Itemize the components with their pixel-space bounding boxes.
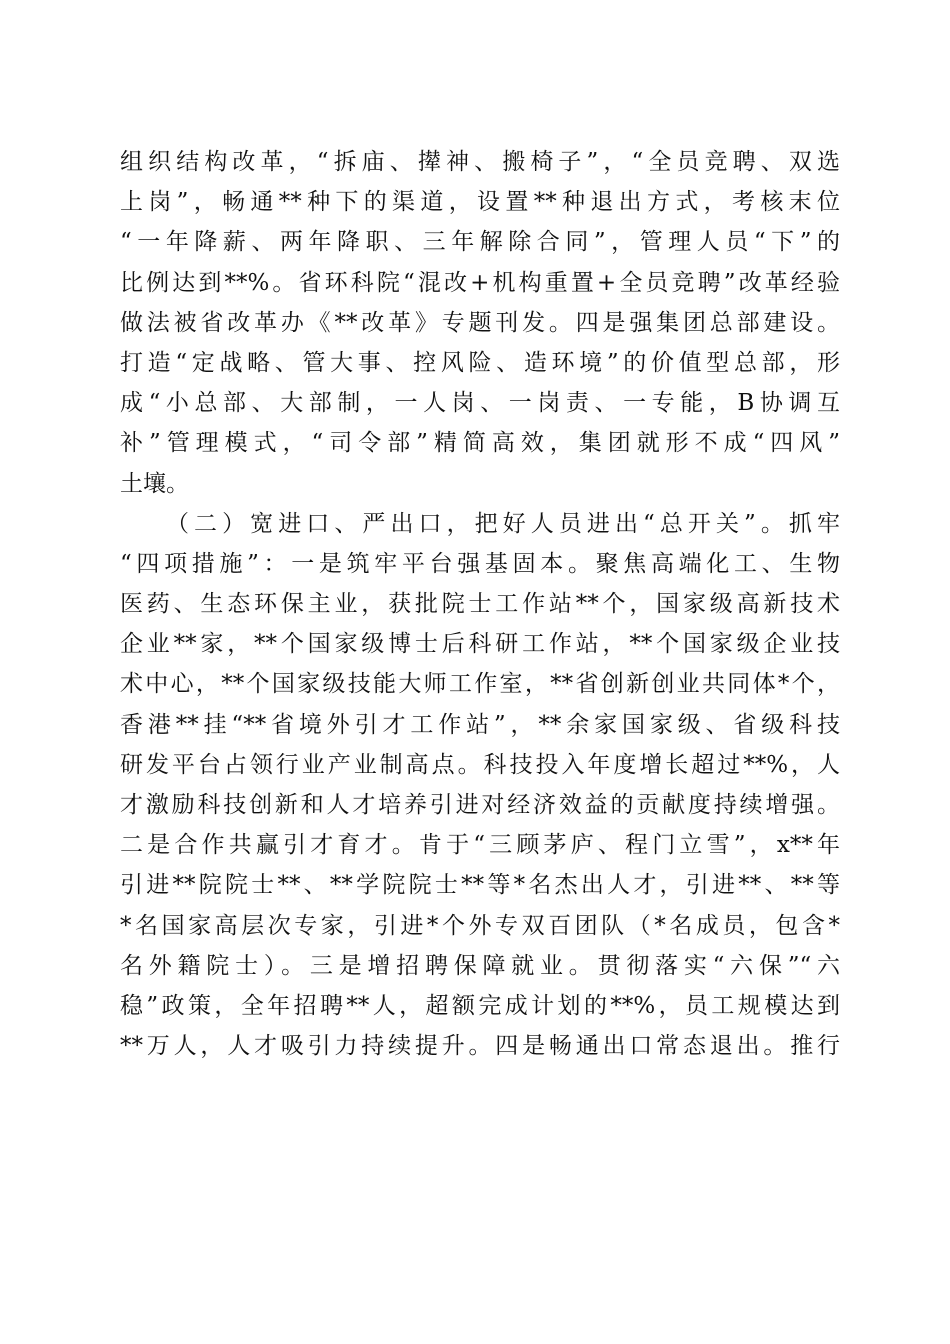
text-line: 组织结构改革，“拆庙、撵神、搬椅子”，“全员竞聘、双选 <box>120 149 840 175</box>
text-line: 香港**挂“**省境外引才工作站”，**余家国家级、省级科技 <box>120 711 840 738</box>
text-line: 稳”政策，全年招聘**人，超额完成计划的**%，员工规模达到 <box>120 992 840 1019</box>
text-line: 研发平台占领行业产业制高点。科技投入年度增长超过**%，人 <box>120 751 840 778</box>
text-line: 引进**院院士**、**学院院士**等*名杰出人才，引进**、**等 <box>120 872 840 899</box>
text-line: 企业**家，**个国家级博士后科研工作站，**个国家级企业技 <box>120 631 840 658</box>
text-line: *名国家高层次专家，引进*个外专双百团队（*名成员，包含* <box>120 912 840 939</box>
text-line: 成“小总部、大部制，一人岗、一岗责、一专能，B协调互 <box>120 390 840 417</box>
text-line: 上岗”，畅通**种下的渠道，设置**种退出方式，考核末位 <box>120 189 840 216</box>
text-line: 二是合作共赢引才育才。肯于“三顾茅庐、程门立雪”，x**年 <box>120 832 840 859</box>
paragraph-end-line: 土壤。 <box>120 470 189 497</box>
text-line: 才激励科技创新和人才培养引进对经济效益的贡献度持续增强。 <box>120 792 840 818</box>
section-heading-line: （二）宽进口、严出口，把好人员进出“总开关”。抓牢 <box>166 510 840 537</box>
text-line: “一年降薪、两年降职、三年解除合同”，管理人员“下”的 <box>120 229 840 256</box>
text-line: 补”管理模式，“司令部”精简高效，集团就形不成“四风” <box>120 430 840 457</box>
body-text <box>120 142 840 1066</box>
text-line: 术中心，**个国家级技能大师工作室，**省创新创业共同体*个， <box>120 671 840 698</box>
text-line: 打造“定战略、管大事、控风险、造环境”的价值型总部，形 <box>120 349 840 376</box>
text-line: 比例达到**%。省环科院“混改+机构重置+全员竞聘”改革经验 <box>120 269 840 296</box>
text-line: **万人，人才吸引力持续提升。四是畅通出口常态退出。推行 <box>120 1033 840 1060</box>
text-line: 做法被省改革办《**改革》专题刊发。四是强集团总部建设。 <box>120 309 840 336</box>
text-line: 名外籍院士）。三是增招聘保障就业。贯彻落实“六保”“六 <box>120 952 840 979</box>
text-line: 医药、生态环保主业，获批院士工作站**个，国家级高新技术 <box>120 591 840 618</box>
text-line: “四项措施”：一是筑牢平台强基固本。聚焦高端化工、生物 <box>120 550 840 577</box>
